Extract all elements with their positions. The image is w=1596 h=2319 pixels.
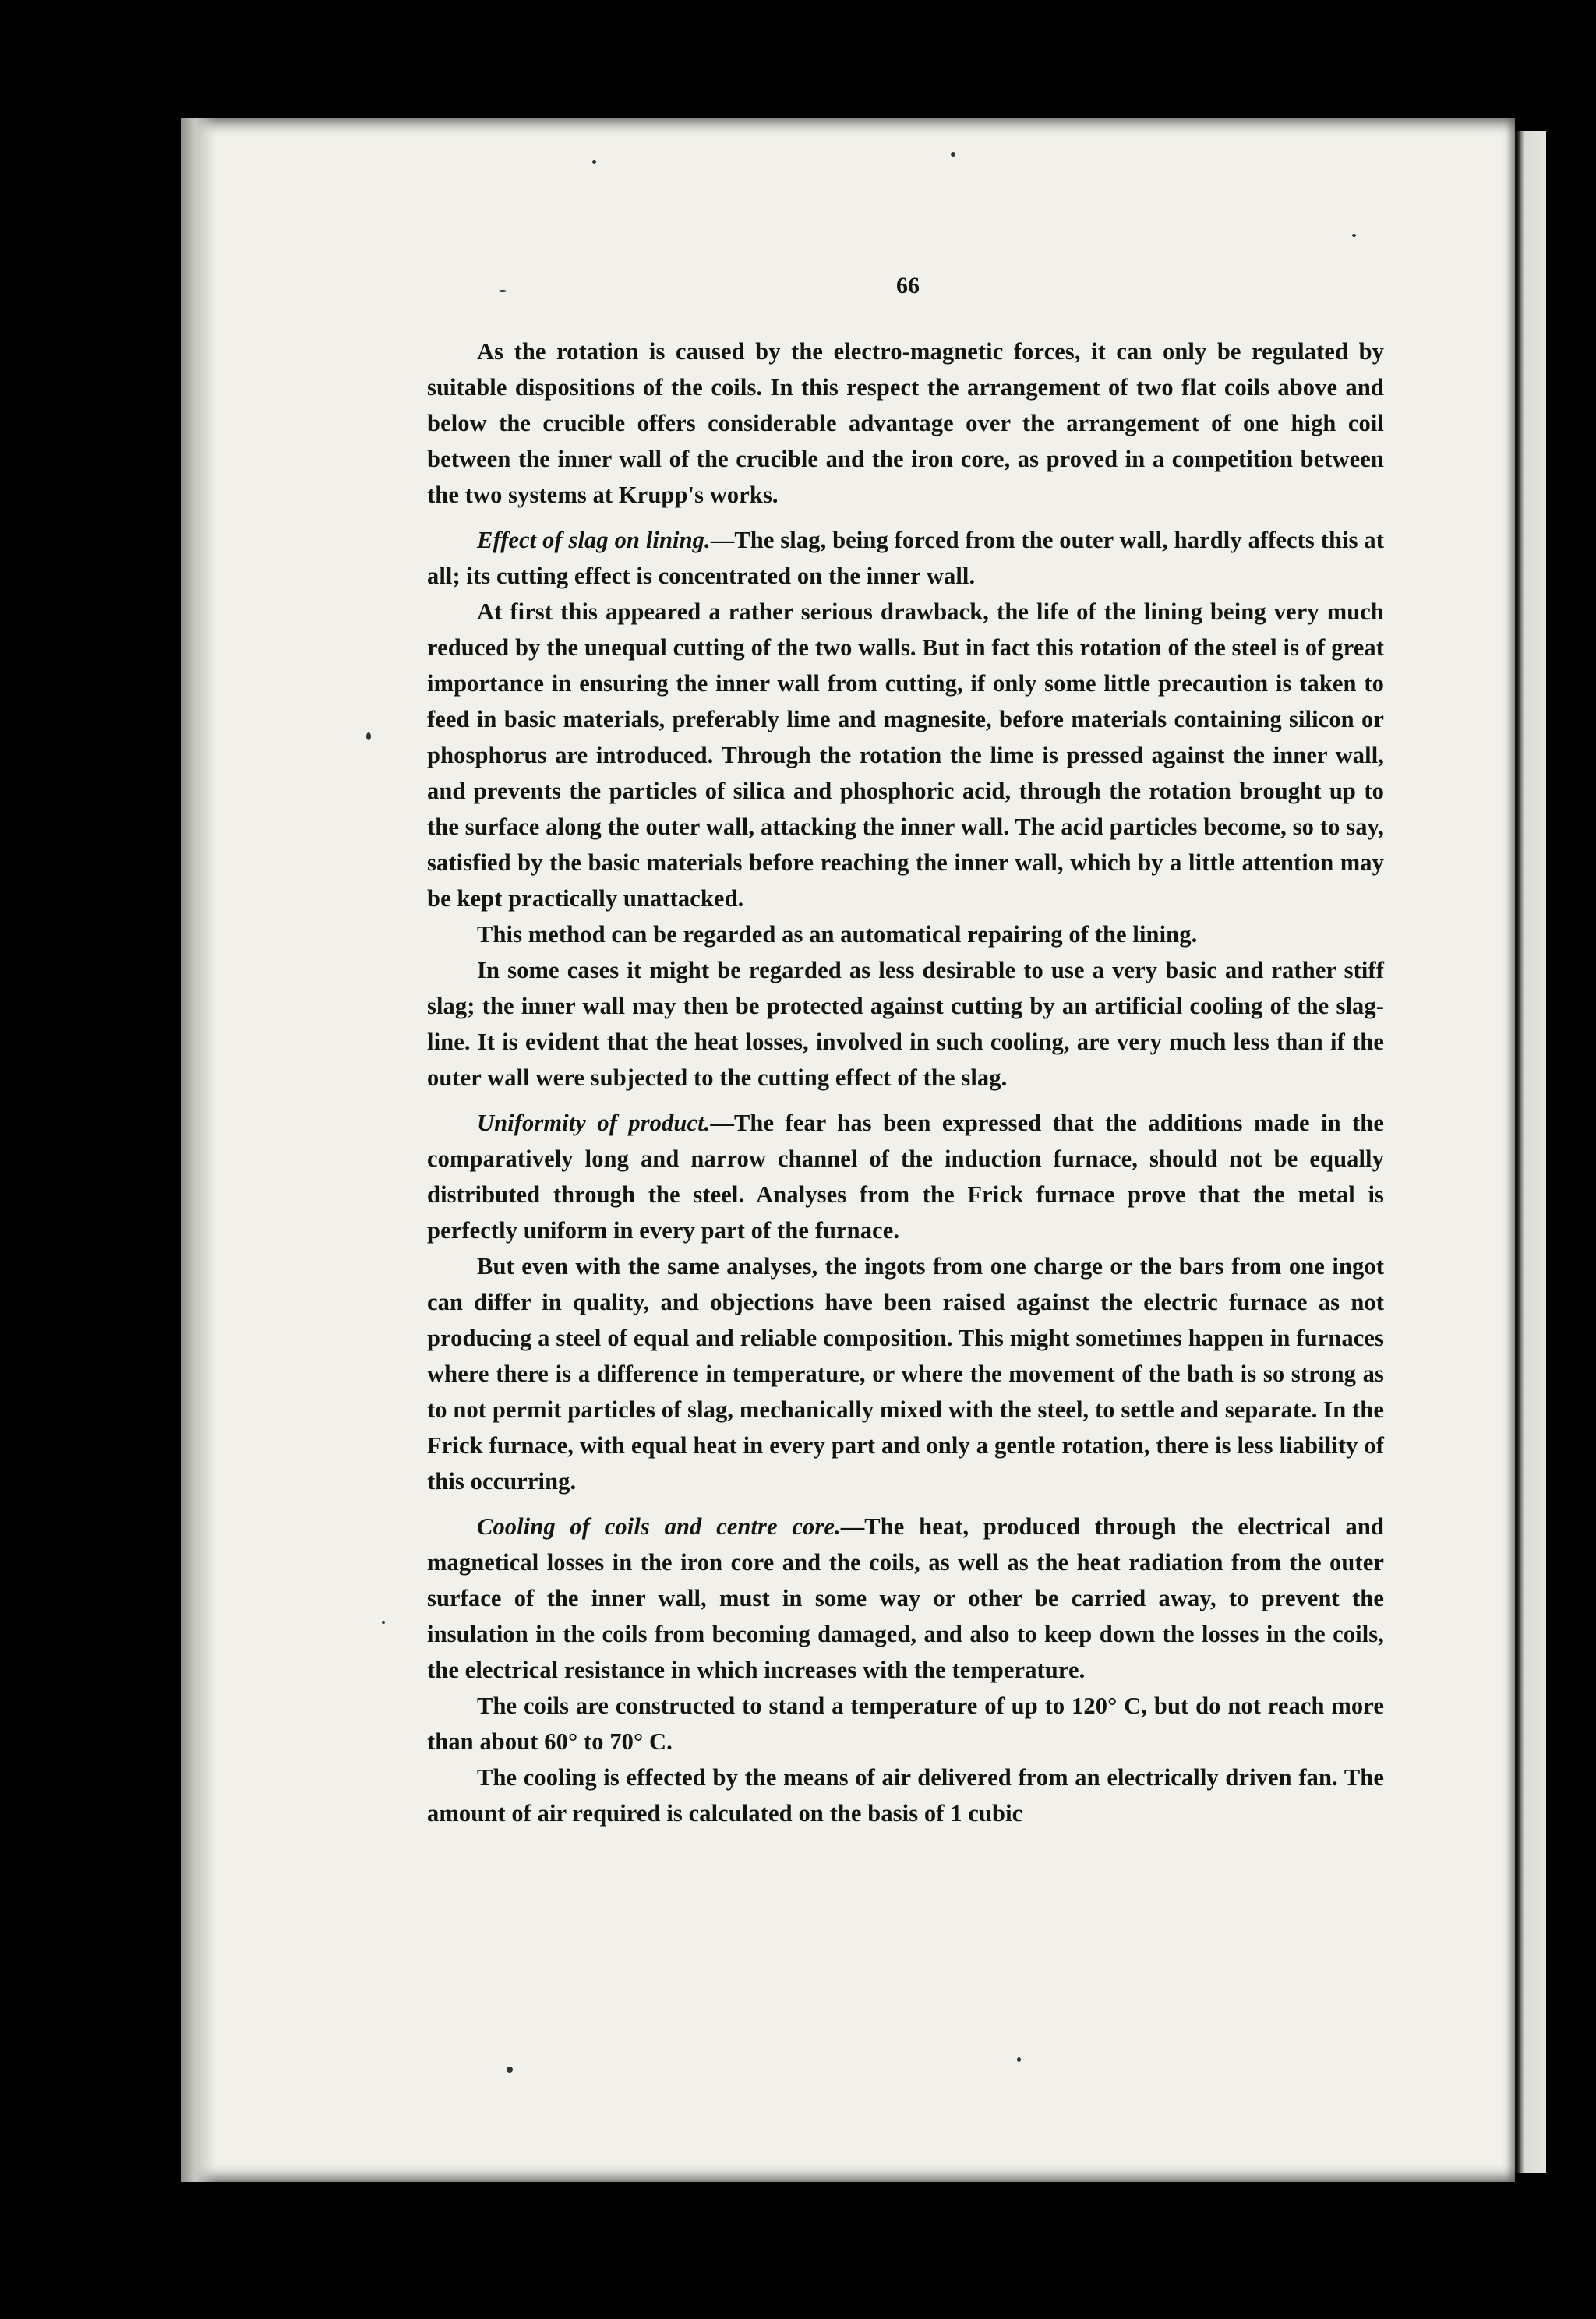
paragraph bbox=[427, 952, 1384, 1096]
paragraph bbox=[427, 1760, 1384, 1831]
paragraph-text: In some cases it might be regarded as less desirable to use a very basic and rather stiff slag; the inner wall may then be protected against cutting by an artificial cooling of the slag-line. It is evident that the heat losses, involved in such cooling, are very much less than if the outer wall were subjected to the cutting effect of the slag. bbox=[427, 957, 1384, 1091]
paragraph bbox=[427, 1248, 1384, 1499]
paragraph bbox=[427, 1105, 1384, 1248]
paragraph bbox=[427, 1509, 1384, 1688]
paragraph-text: The coils are constructed to stand a temperature of up to 120° C, but do not reach more than about 60° to 70° C. bbox=[427, 1692, 1384, 1755]
paragraph-text: The cooling is effected by the means of air delivered from an electrically driven fan. The amount of air required is calculated on the basis of 1 cubic bbox=[427, 1764, 1384, 1827]
body-text bbox=[427, 334, 1384, 1831]
paragraph-text: As the rotation is caused by the electro-magnetic forces, it can only be regulated by suitable dispositions of the coils. In this respect the arrangement of two flat coils above and below the crucible offers considerable advantage over the arrangement of one high coil between the inner wall of the crucible and the iron core, as proved in a competition between the two systems at Krupp's works. bbox=[427, 338, 1384, 508]
paragraph bbox=[427, 594, 1384, 916]
paragraph bbox=[427, 334, 1384, 513]
paragraph-text: This method can be regarded as an automatical repairing of the lining. bbox=[477, 921, 1198, 948]
page-number: 66 bbox=[896, 273, 920, 298]
scan-speck bbox=[951, 152, 955, 157]
scan-speck bbox=[1017, 2057, 1021, 2062]
scan-speck bbox=[1352, 234, 1356, 237]
paragraph bbox=[427, 1688, 1384, 1760]
paragraph bbox=[427, 916, 1384, 952]
paragraph-text: But even with the same analyses, the ingots from one charge or the bars from one ingot can differ in quality, and objections have been raised against the electric furnace as not producing a steel of equal and reliable composition. This might sometimes happen in furnaces where there is a difference in temperature, or where the movement of the bath is so strong as to not permit particles of slag, mechanically mixed with the steel, to settle and separate. In the Frick furnace, with equal heat in every part and only a gentle rotation, there is less liability of this occurring. bbox=[427, 1253, 1384, 1495]
scan-speck bbox=[366, 732, 371, 740]
paragraph-text: —The fear has been expressed that the additions made in the comparatively long and narrow channel of the induction furnace, should not be equally distributed through the steel. Analyses from the Frick furnace prove that the metal is perfectly uniform in every part of the furnace. bbox=[427, 1110, 1384, 1244]
paragraph-text: —The heat, produced through the electrical and magnetical losses in the iron core and the coils, as well as the heat radiation from the outer surface of the inner wall, must in some way or other be carried away, to prevent the insulation in the coils from becoming damaged, and also to keep down the losses in the coils, the electrical resistance in which increases with the temperature. bbox=[427, 1513, 1385, 1683]
paragraph bbox=[427, 522, 1384, 594]
page-gutter-shadow bbox=[181, 118, 217, 2182]
paragraph-text: —The slag, being forced from the outer wall, hardly affects this at all; its cutting effect is concentrated on the inner wall. bbox=[427, 527, 1385, 589]
scan-speck bbox=[507, 2067, 513, 2073]
paragraph-heading: Effect of slag on lining. bbox=[477, 527, 711, 553]
scan-speck bbox=[499, 290, 507, 292]
scan-speck bbox=[382, 1621, 385, 1624]
paragraph-heading: Cooling of coils and centre core. bbox=[477, 1513, 841, 1540]
adjacent-page-edge bbox=[1515, 131, 1546, 2173]
paragraph-text: At first this appeared a rather serious drawback, the life of the lining being very much reduced by the unequal cutting of the two walls. But in fact this rotation of the steel is of great importance in ensuring the inner wall from cutting, if only some little precaution is taken to feed in basic materials, preferably lime and magnesite, before materials containing silicon or phosphorus are introduced. Through the rotation the lime is pressed against the inner wall, and prevents the particles of silica and phosphoric acid, through the rotation brought up to the surface along the outer wall, attacking the inner wall. The acid particles become, so to say, satisfied by the basic materials before reaching the inner wall, which by a little attention may be kept practically unattacked. bbox=[427, 598, 1384, 912]
paragraph-heading: Uniformity of product. bbox=[477, 1110, 711, 1136]
scan-speck bbox=[592, 160, 596, 164]
